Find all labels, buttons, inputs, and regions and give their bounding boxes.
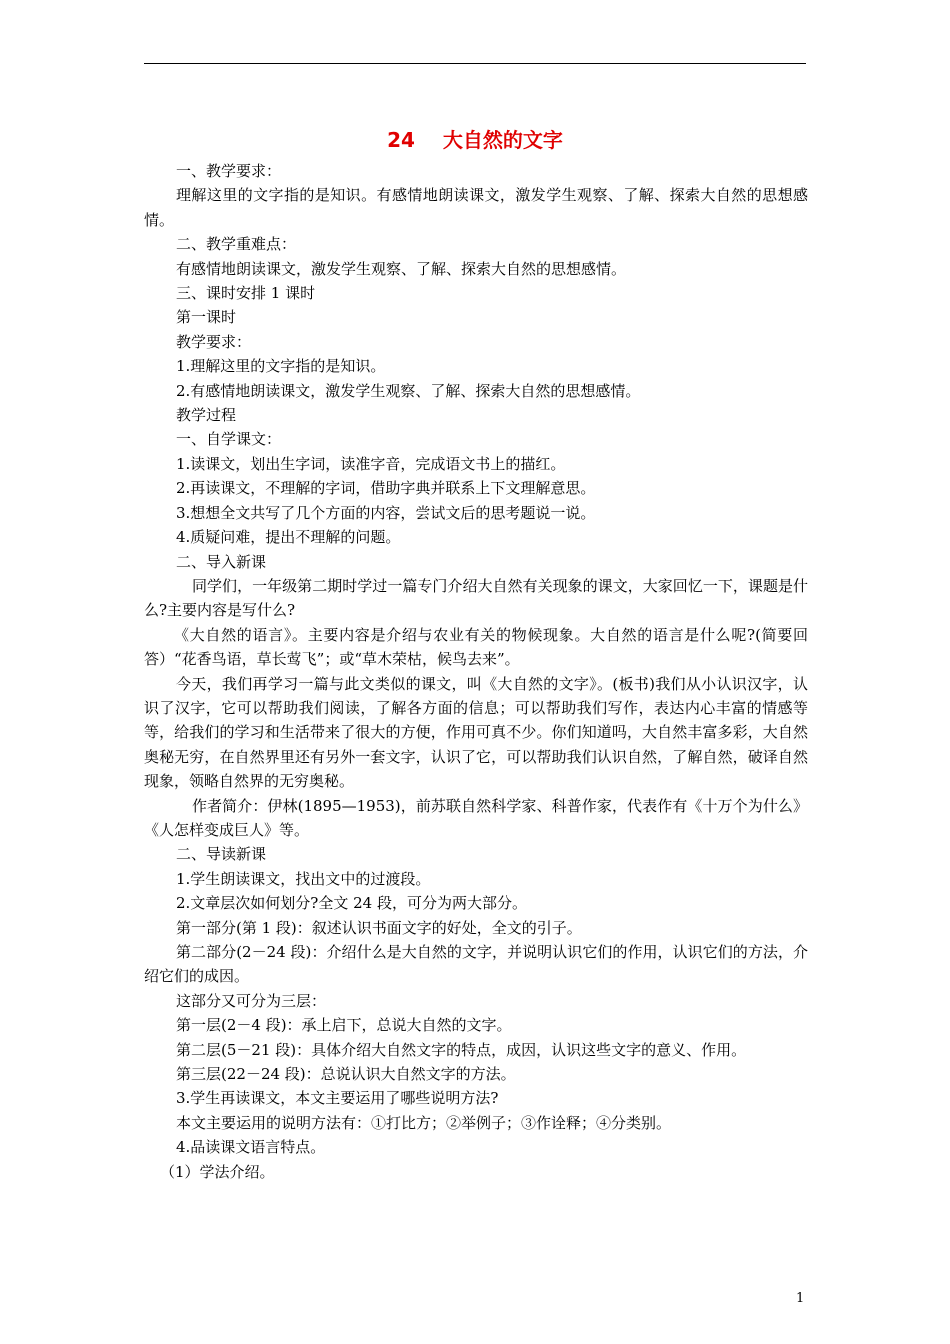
paragraph: 2.再读课文，不理解的字词，借助字典并联系上下文理解意思。 bbox=[176, 479, 596, 498]
paragraph: 有感情地朗读课文，激发学生观察、了解、探索大自然的思想感情。 bbox=[176, 259, 627, 278]
paragraph: 1.读课文，划出生字词，读准字音，完成语文书上的描红。 bbox=[176, 454, 566, 473]
paragraph: 二、导入新课 bbox=[176, 552, 267, 571]
header-rule bbox=[144, 63, 806, 64]
paragraph: 教学过程 bbox=[176, 406, 237, 425]
paragraph: 第一课时 bbox=[176, 308, 237, 327]
page-title bbox=[0, 124, 950, 153]
paragraph: 3.想想全文共写了几个方面的内容，尝试文后的思考题说一说。 bbox=[176, 503, 596, 522]
paragraph: 同学们，一年级第二期时学过一篇专门介绍大自然有关现象的课文，大家回忆一下，课题是什么?主要内容是写什么? bbox=[144, 576, 808, 620]
paragraph: 这部分又可分为三层： bbox=[176, 991, 327, 1010]
title-text: 大自然的文字 bbox=[442, 128, 563, 152]
paragraph: 2.文章层次如何划分?全文 24 段，可分为两大部分。 bbox=[176, 894, 527, 913]
paragraph: 二、教学重难点： bbox=[176, 235, 297, 254]
paragraph: 第一层(2－4 段)：承上启下，总说大自然的文字。 bbox=[176, 1016, 512, 1035]
paragraph: 4.质疑问难，提出不理解的问题。 bbox=[176, 528, 401, 547]
paragraph: 第一部分(第 1 段)：叙述认识书面文字的好处，全文的引子。 bbox=[176, 918, 582, 937]
paragraph: 今天，我们再学习一篇与此文类似的课文，叫《大自然的文字》。(板书)我们从小认识汉字，认识了汉字，它可以帮助我们阅读，了解各方面的信息；可以帮助我们写作，表达内心丰富的情感等等，给我们的学习和生活带来了很大的方便，作用可真不少。你们知道吗，大自然丰富多彩，大自然奥秘无穷，在自然界里还有另外一套文字，认识了它，可以帮助我们认识自然，了解自然，破译自然现象，领略自然界的无穷奥秘。 bbox=[144, 674, 808, 791]
paragraph: 1.理解这里的文字指的是知识。 bbox=[176, 357, 386, 376]
paragraph: 4.品读课文语言特点。 bbox=[176, 1138, 326, 1157]
paragraph: 三、课时安排 1 课时 bbox=[176, 284, 316, 303]
paragraph: 3.学生再读课文，本文主要运用了哪些说明方法? bbox=[176, 1089, 499, 1108]
paragraph: 理解这里的文字指的是知识。有感情地朗读课文，激发学生观察、了解、探索大自然的思想感情。 bbox=[144, 186, 808, 229]
page-number: 1 bbox=[796, 1291, 805, 1306]
paragraph: 第三层(22－24 段)：总说认识大自然文字的方法。 bbox=[176, 1065, 516, 1084]
paragraph: 二、导读新课 bbox=[176, 845, 267, 864]
paragraph: 第二层(5－21 段)：具体介绍大自然文字的特点，成因，认识这些文字的意义、作用。 bbox=[176, 1040, 747, 1059]
paragraph: 1.学生朗读课文，找出文中的过渡段。 bbox=[176, 869, 431, 888]
paragraph: （1）学法介绍。 bbox=[160, 1162, 275, 1181]
paragraph: 作者简介：伊林(1895—1953)，前苏联自然科学家、科普作家，代表作有《十万个为什么》《人怎样变成巨人》等。 bbox=[144, 796, 808, 839]
paragraph: 《大自然的语言》。主要内容是介绍与农业有关的物候现象。大自然的语言是什么呢?(简要回答）“花香鸟语，草长莺飞”；或“草木荣枯，候鸟去来”。 bbox=[144, 625, 808, 669]
title-number: 24 bbox=[387, 128, 415, 152]
paragraph: 第二部分(2－24 段)：介绍什么是大自然的文字，并说明认识它们的作用，认识它们的方法，介绍它们的成因。 bbox=[144, 943, 808, 986]
paragraph: 本文主要运用的说明方法有：①打比方；②举例子；③作诠释；④分类别。 bbox=[176, 1113, 672, 1132]
paragraph: 2.有感情地朗读课文，激发学生观察、了解、探索大自然的思想感情。 bbox=[176, 381, 641, 400]
paragraph: 一、教学要求： bbox=[176, 162, 282, 180]
paragraph: 教学要求： bbox=[176, 332, 252, 351]
paragraph: 一、自学课文： bbox=[176, 430, 282, 449]
document-body bbox=[144, 159, 808, 1184]
